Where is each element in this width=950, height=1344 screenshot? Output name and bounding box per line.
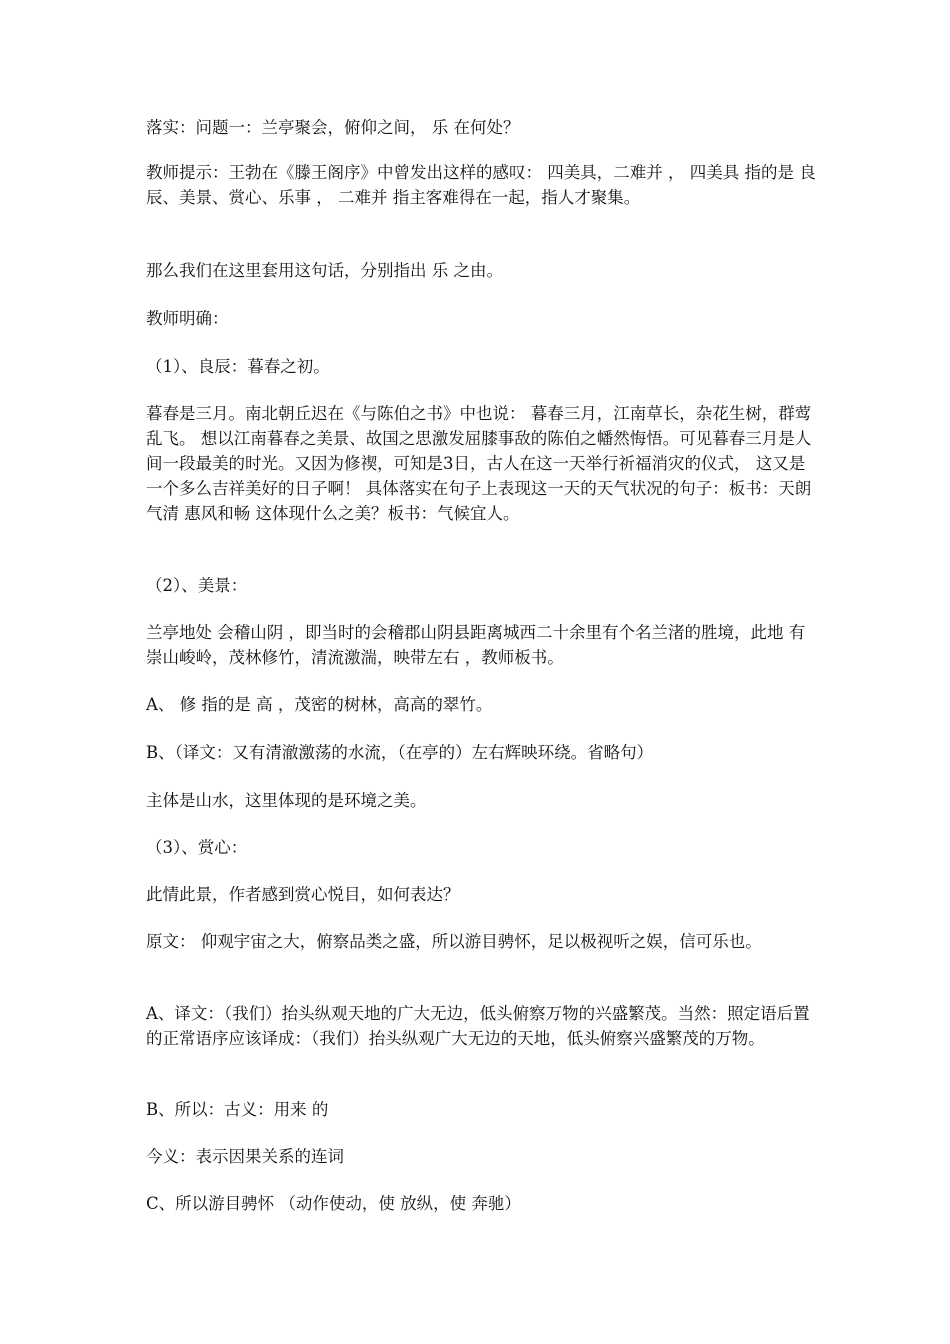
paragraph-4: 教师明确：	[146, 309, 229, 328]
paragraph-8: 兰亭地处 会稽山阴 ，即当时的会稽郡山阴县距离城西二十余里有个名兰渚的胜境，此地 有崇山峻岭，茂林修竹，清流激湍，映带左右 ，教师板书。	[146, 623, 806, 667]
paragraph-14: 原文： 仰观宇宙之大，俯察品类之盛，所以游目骋怀，足以极视听之娱，信可乐也。	[146, 932, 762, 951]
paragraph-15: A、译文：（我们）抬头纵观天地的广大无边，低头俯察万物的兴盛繁茂。当然：照定语后置的正常语序应该译成：（我们）抬头纵观广大无边的天地，低头俯察兴盛繁茂的万物。	[146, 1004, 810, 1048]
paragraph-3: 那么我们在这里套用这句话，分别指出 乐 之由。	[146, 261, 503, 280]
paragraph-5: （1）、良辰：暮春之初。	[146, 357, 330, 376]
paragraph-9: A、 修 指的是 高 ，茂密的树林，高高的翠竹。	[146, 695, 493, 714]
paragraph-17: 今义：表示因果关系的连词	[146, 1147, 344, 1166]
paragraph-6: 暮春是三月。南北朝丘迟在《与陈伯之书》中也说： 暮春三月，江南草长，杂花生树，群莺乱飞。 想以江南暮春之美景、故国之思激发屈膝事敌的陈伯之幡然悔悟。可见暮春三月是人间一段最美的时光。又因为修禊，可知是3日，古人在这一天举行祈福消灾的仪式， 这又是一个多么吉祥美好的日子啊！ 具体落实在句子上表现这一天的天气状况的句子：板书：天朗气清 惠风和畅 这体现什么之美？板书：气候宜人。	[146, 404, 812, 523]
paragraph-18: C、所以游目骋怀 （动作使动，使 放纵，使 奔驰）	[146, 1194, 521, 1213]
paragraph-1: 落实：问题一：兰亭聚会，俯仰之间， 乐 在何处？	[146, 118, 520, 137]
paragraph-12: （3）、赏心：	[146, 838, 248, 857]
paragraph-11: 主体是山水，这里体现的是环境之美。	[146, 791, 427, 810]
paragraph-16: B、所以：古义：用来 的	[146, 1100, 329, 1119]
paragraph-10: B、（译文：又有清澈激荡的水流，（在亭的）左右辉映环绕。省略句）	[146, 743, 654, 762]
paragraph-13: 此情此景，作者感到赏心悦目，如何表达？	[146, 885, 460, 904]
paragraph-2: 教师提示：王勃在《滕王阁序》中曾发出这样的感叹： 四美具，二难并 ， 四美具 指的是 良辰、美景、赏心、乐事 ， 二难并 指主客难得在一起，指人才聚集。	[146, 163, 816, 207]
paragraph-7: （2）、美景：	[146, 576, 248, 595]
